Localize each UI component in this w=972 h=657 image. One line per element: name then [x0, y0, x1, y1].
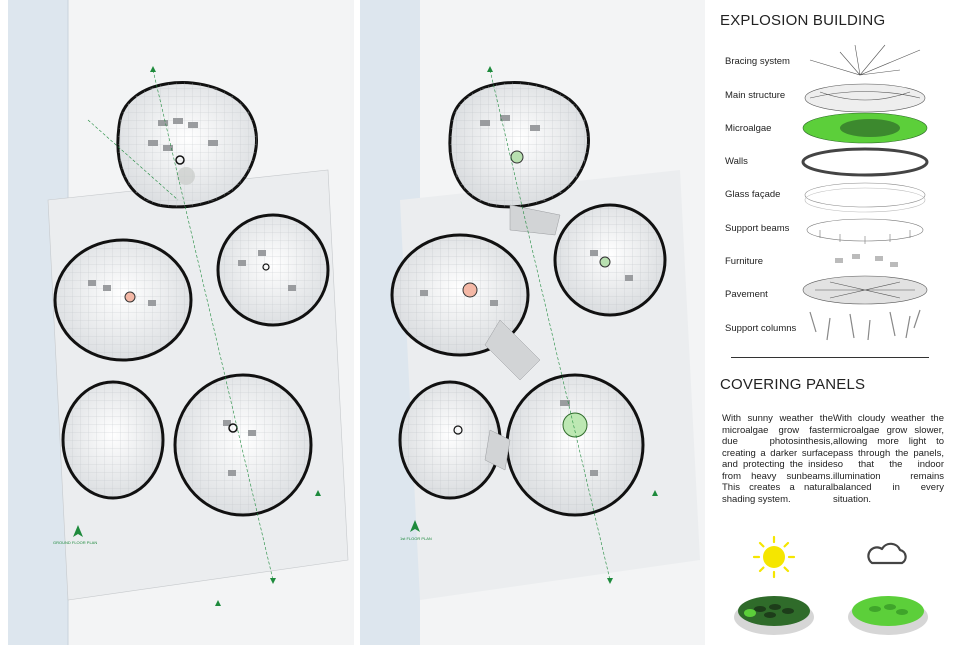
section-divider	[731, 357, 929, 358]
layer-label-support-beams: Support beams	[725, 223, 790, 234]
bracing-system-layer	[810, 45, 920, 75]
layer-label-glass-facade: Glass façade	[725, 189, 781, 200]
dark-panel-sunny	[734, 596, 814, 635]
covering-panels-title: COVERING PANELS	[720, 376, 866, 393]
first-floor-drawing	[360, 0, 705, 645]
pavement-layer	[803, 276, 927, 304]
furniture-layer	[835, 254, 898, 267]
sun-icon	[754, 537, 794, 577]
explosion-building-title: EXPLOSION BUILDING	[720, 12, 886, 29]
first-floor-plan	[360, 0, 705, 645]
support-columns-layer	[810, 310, 920, 340]
main-structure-layer	[805, 84, 925, 112]
layer-label-main-structure: Main structure	[725, 90, 786, 101]
walls-layer	[803, 149, 927, 175]
microalgae-layer	[803, 113, 927, 143]
first-floor-caption: 1st FLOOR PLAN	[400, 536, 432, 541]
ground-floor-drawing	[8, 0, 354, 645]
layer-label-microalgae: Microalgae	[725, 123, 772, 134]
layer-label-pavement: Pavement	[725, 289, 768, 300]
layer-label-furniture: Furniture	[725, 256, 764, 267]
exploded-axonometric	[790, 40, 940, 355]
support-beams-layer	[807, 219, 923, 244]
layer-label-walls: Walls	[725, 156, 748, 167]
sunny-weather-description: With sunny weather the microalgae grow faster due photosinthesis, creating a darker surface and protecting the inside from heavy sunbeams. This creates a natural shading system.	[722, 413, 833, 505]
ground-floor-plan	[8, 0, 354, 645]
layer-label-support-columns: Support columns	[725, 323, 797, 334]
covering-panel-illustrations	[720, 535, 940, 645]
ground-floor-caption: GROUND FLOOR PLAN	[53, 540, 98, 545]
cloudy-weather-description: With cloudy weather the microalgae grow slower, allowing more light to pass through the panels, so that the indoor illumination remains balanced in every situation.	[833, 413, 944, 505]
light-panel-cloudy	[848, 596, 928, 635]
layer-label-bracing-system: Bracing system	[725, 56, 790, 67]
cloud-icon	[868, 544, 905, 563]
glass-facade-layer	[805, 183, 925, 212]
